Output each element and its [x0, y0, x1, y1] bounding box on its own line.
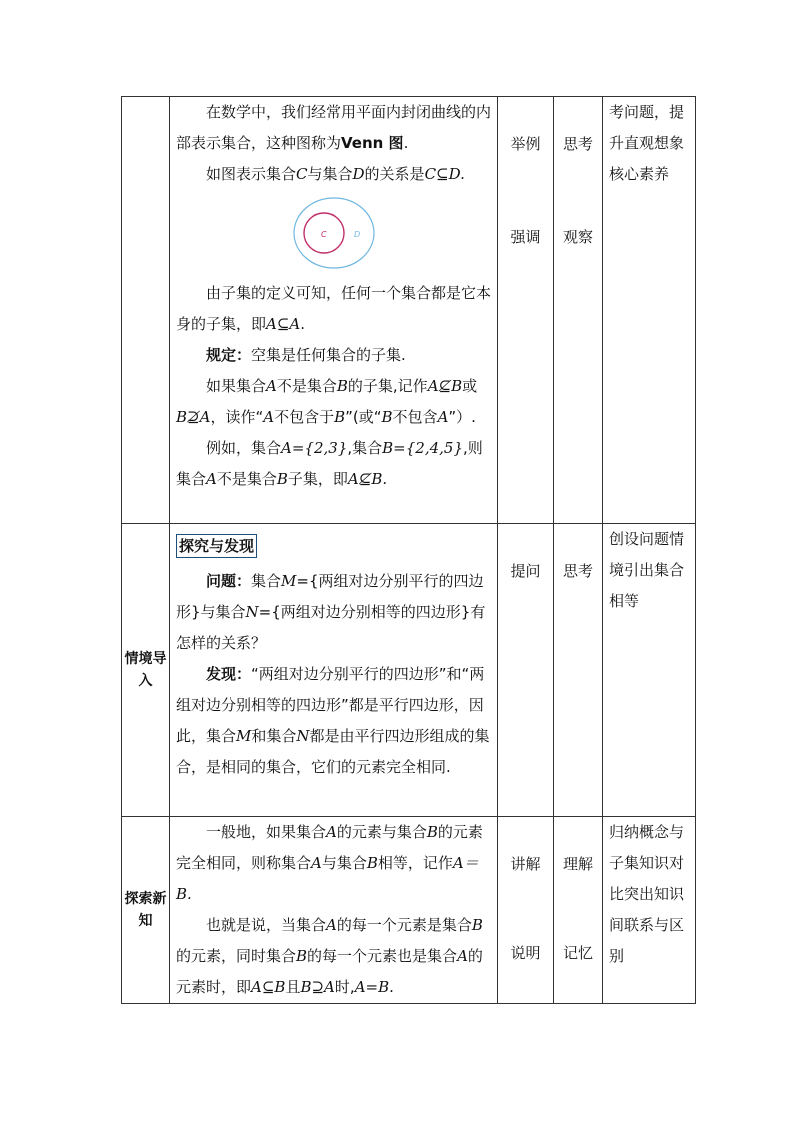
stage-cell — [122, 97, 170, 524]
table-row — [122, 524, 696, 817]
teacher-activity-cell — [498, 524, 554, 817]
student-activity-cell — [554, 817, 603, 1004]
student-activity: 理解 — [562, 855, 593, 873]
teacher-activity-cell — [498, 817, 554, 1004]
stage-cell: 探索新知 — [122, 817, 170, 1004]
student-activity: 记忆 — [562, 944, 593, 962]
section-label-box: 探究与发现 — [176, 534, 257, 558]
design-purpose-cell: 考问题，提升直观想象核心素养 — [603, 97, 696, 524]
venn-label-c: C — [320, 230, 327, 239]
paragraph: 问题：集合M={两组对边分别平行的四边形}与集合N={两组对边分别相等的四边形}有怎样的关系？ — [176, 572, 486, 652]
design-purpose-cell: 创设问题情境引出集合相等 — [603, 524, 696, 817]
student-activity: 思考 — [562, 135, 593, 153]
teacher-activity-cell — [498, 97, 554, 524]
student-activity: 观察 — [562, 228, 593, 246]
student-activity-cell — [554, 524, 603, 817]
student-activity-cell — [554, 97, 603, 524]
content-cell — [170, 524, 498, 817]
teacher-activity: 强调 — [510, 228, 541, 246]
venn-diagram — [292, 196, 376, 270]
paragraph: 规定：空集是任何集合的子集. — [206, 346, 406, 364]
paragraph: 如图表示集合C与集合D的关系是C⊆D. — [206, 165, 465, 183]
teacher-activity: 提问 — [510, 562, 541, 580]
paragraph: 也就是说，当集合A的每一个元素是集合B的元素，同时集合B的每一个元素也是集合A的元素时，即A⊆B且B⊇A时,A=B. — [176, 916, 483, 996]
lesson-plan-table — [121, 96, 696, 1004]
paragraph: 例如，集合A={2,3},集合B={2,4,5},则集合A不是集合B子集，即A⊈B. — [176, 439, 483, 488]
venn-label-d: D — [353, 230, 360, 239]
content-cell — [170, 817, 498, 1004]
teacher-activity: 讲解 — [510, 855, 541, 873]
student-activity: 思考 — [562, 562, 593, 580]
table-row — [122, 817, 696, 1004]
paragraph: 在数学中，我们经常用平面内封闭曲线的内部表示集合，这种图称为Venn 图. — [176, 103, 492, 152]
teacher-activity: 举例 — [510, 135, 541, 153]
table-row — [122, 97, 696, 524]
paragraph: 发现：“两组对边分别平行的四边形”和“两组对边分别相等的四边形”都是平行四边形，因此，集合M和集合N都是由平行四边形组成的集合，是相同的集合，它们的元素完全相同. — [176, 665, 490, 776]
paragraph: 由子集的定义可知，任何一个集合都是它本身的子集，即A⊆A. — [176, 284, 492, 333]
paragraph: 一般地，如果集合A的元素与集合B的元素完全相同，则称集合A与集合B相等，记作A＝B. — [176, 823, 483, 903]
paragraph: 如果集合A不是集合B的子集,记作A⊈B或B⊉A，读作“A不包含于B”(或“B不包含A”）. — [176, 377, 478, 426]
teacher-activity: 说明 — [510, 944, 541, 962]
stage-cell: 情境导入 — [122, 524, 170, 817]
design-purpose-cell: 归纳概念与子集知识对比突出知识间联系与区别 — [603, 817, 696, 1004]
content-cell — [170, 97, 498, 524]
